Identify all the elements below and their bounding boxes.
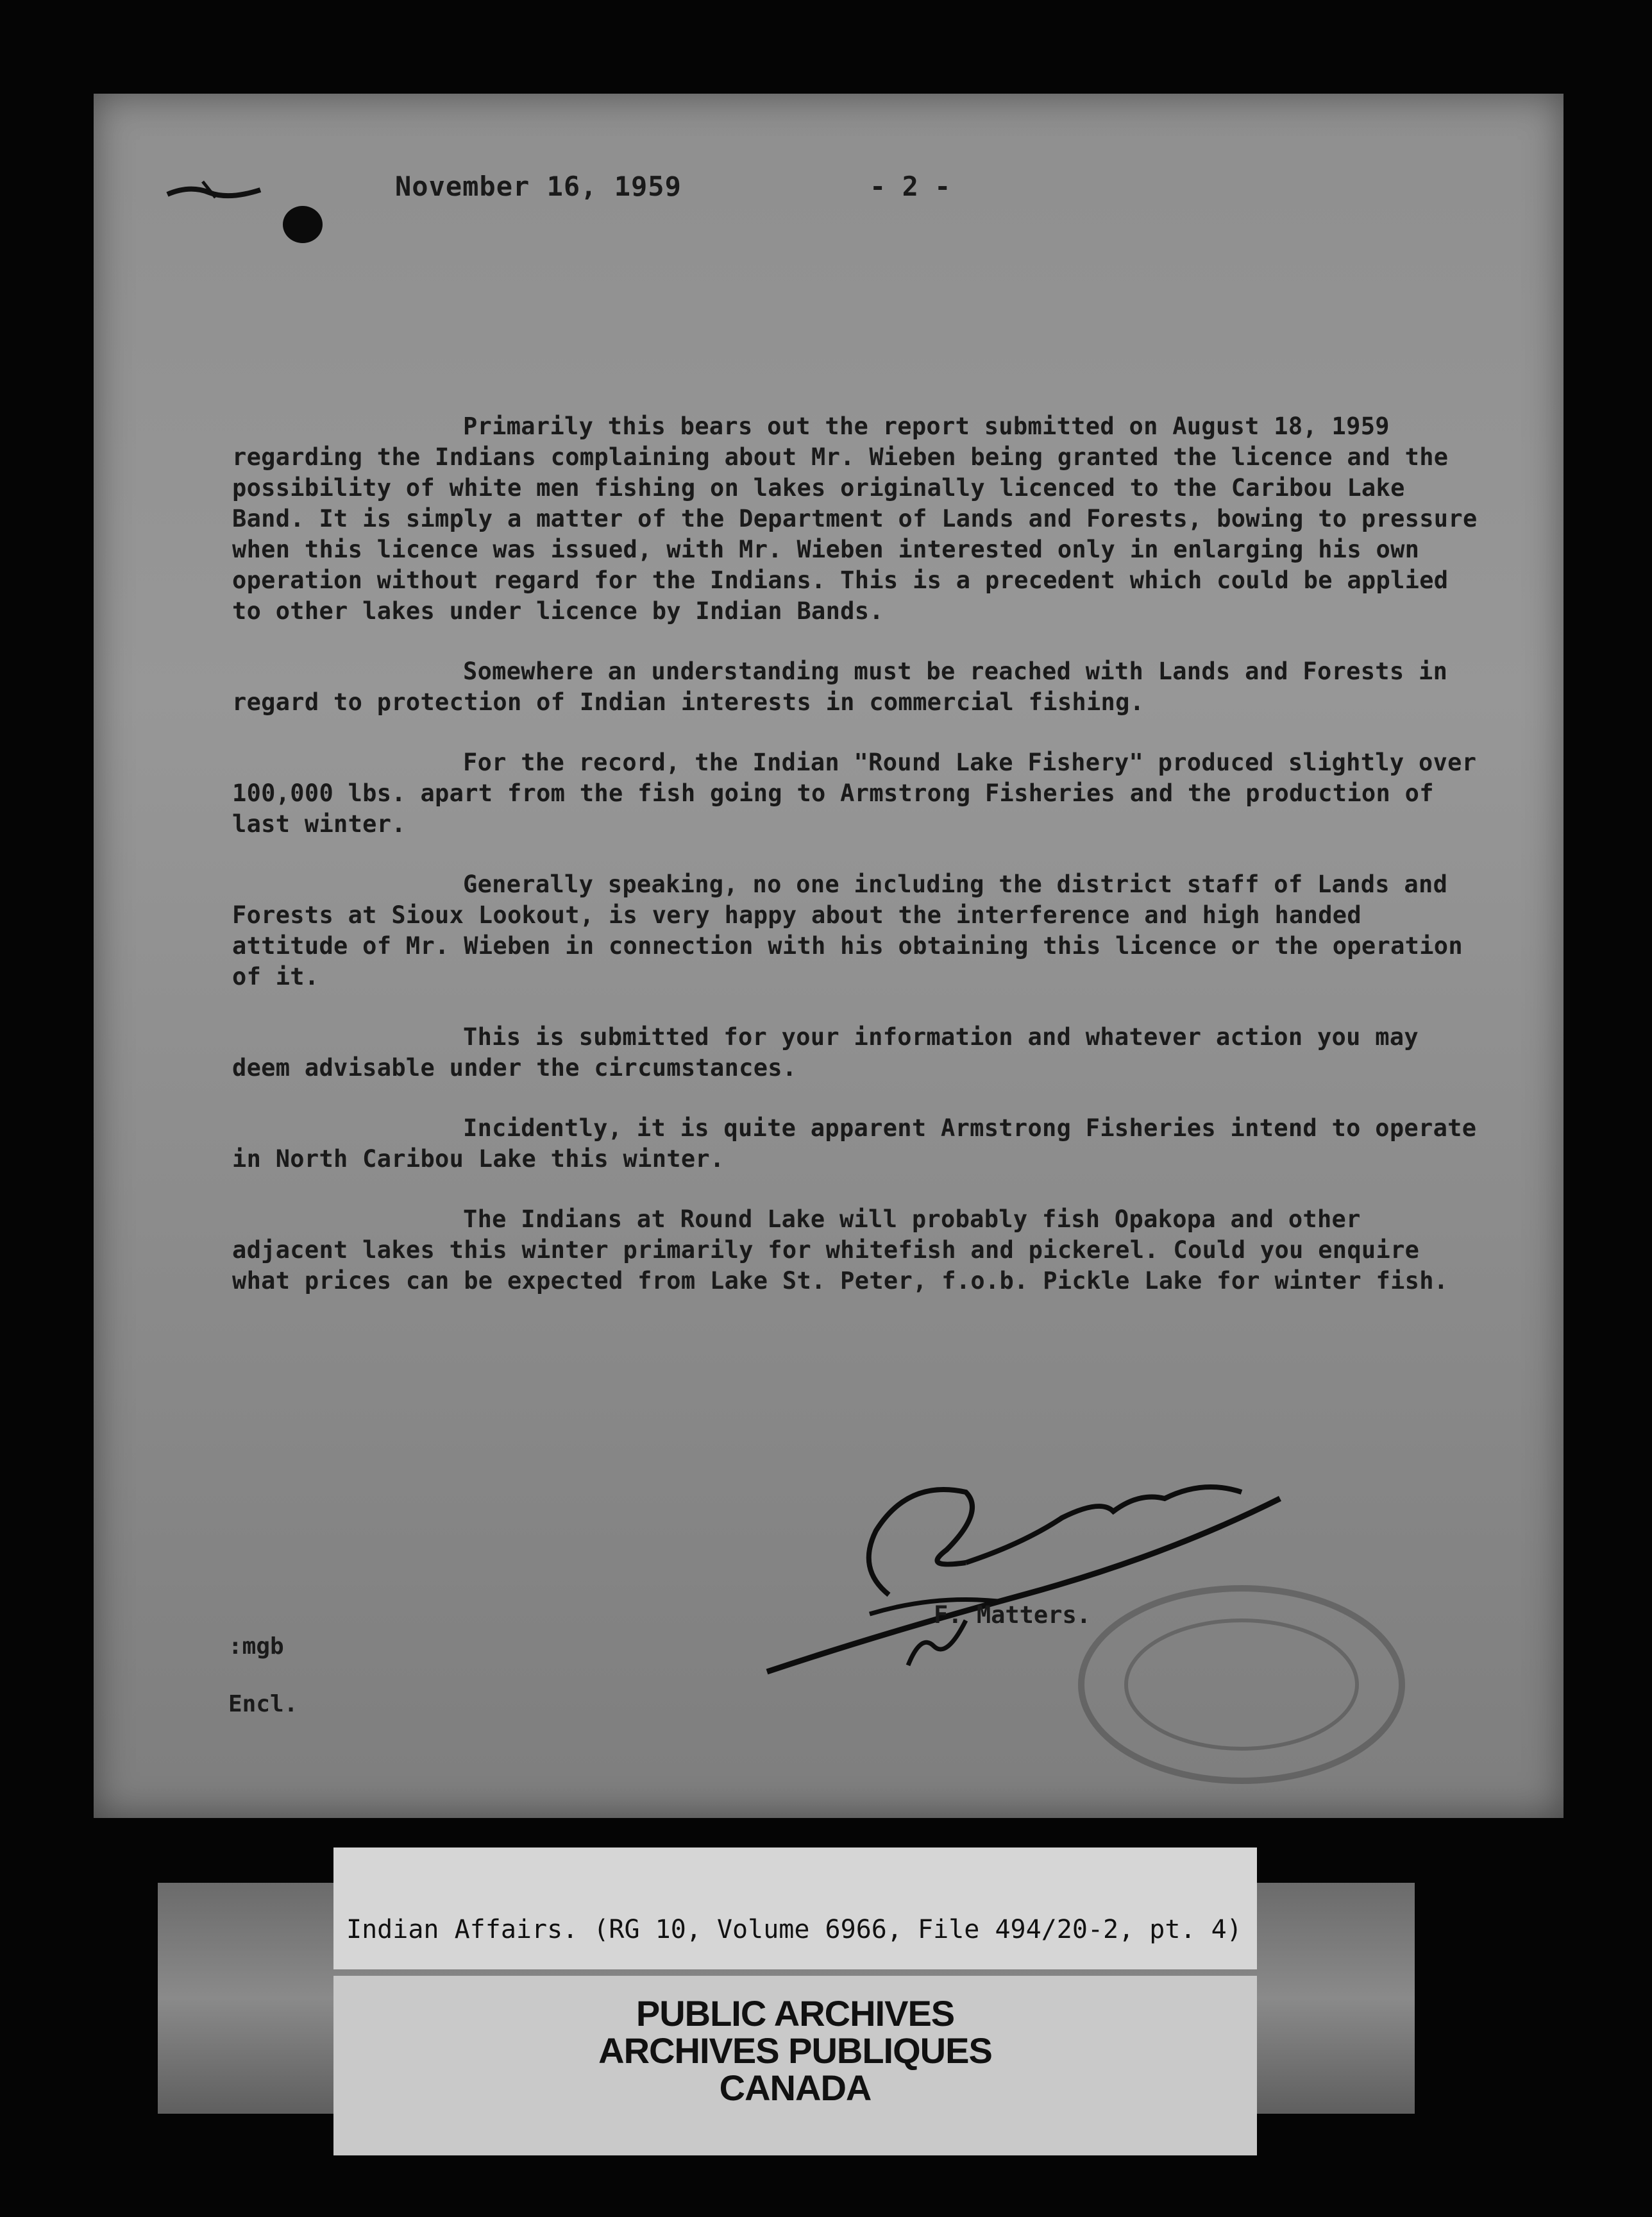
- paragraph: Incidently, it is quite apparent Armstrong Fisheries intend to operate in North Caribou Lake this winter.: [232, 1114, 1477, 1173]
- paragraph: Somewhere an understanding must be reached with Lands and Forests in regard to protection of Indian interests in commercial fishing.: [232, 658, 1448, 716]
- paragraph: Generally speaking, no one including the district staff of Lands and Forests at Sioux Lookout, is very happy about the interference and high handed attitude of Mr. Wieben in connection with his obtaining this licence or the operation of it.: [232, 871, 1463, 990]
- handwritten-mark: [164, 178, 267, 204]
- citation-card: [333, 1848, 1257, 1969]
- page-number: - 2 -: [870, 171, 951, 202]
- handwritten-signature: [754, 1402, 1306, 1697]
- archive-stamp-line-3: CANADA: [719, 2068, 872, 2108]
- paragraph: Primarily this bears out the report submitted on August 18, 1959 regarding the Indians complaining about Mr. Wieben being granted the licence and the possibility of white men fishing on lakes originally licenced to the Caribou Lake Band. It is simply a matter of the Department of Lands and Forests, bowing to pressure when this licence was issued, with Mr. Wieben interested only in enlarging his own operation without regard for the Indians. This is a precedent which could be applied to other lakes under licence by Indian Bands.: [232, 412, 1478, 625]
- letter-date: November 16, 1959: [395, 171, 682, 202]
- letter-body: [232, 411, 1489, 1326]
- paragraph: For the record, the Indian "Round Lake Fishery" produced slightly over 100,000 lbs. apart from the fish going to Armstrong Fisheries and the production of last winter.: [232, 749, 1477, 838]
- typist-initials: :mgb: [228, 1633, 284, 1660]
- signer-name: F. Matters.: [934, 1601, 1092, 1629]
- letter-page: [94, 94, 1564, 1818]
- paragraph: The Indians at Round Lake will probably fish Opakopa and other adjacent lakes this winter primarily for whitefish and pickerel. Could you enquire what prices can be expected from Lake St. Peter, f.o.b. Pickle Lake for winter fish.: [232, 1205, 1449, 1295]
- citation-label: Indian Affairs. (RG 10, Volume 6966, File 494/20-2, pt. 4): [346, 1915, 1242, 1944]
- archive-stamp-line-2: ARCHIVES PUBLIQUES: [598, 2030, 992, 2071]
- archive-stamp-line-1: PUBLIC ARCHIVES: [636, 1993, 955, 2034]
- enclosure-note: Encl.: [228, 1691, 298, 1717]
- punch-hole: [283, 206, 323, 243]
- archive-stamp: [333, 1995, 1257, 2107]
- paragraph: This is submitted for your information and whatever action you may deem advisable under the circumstances.: [232, 1023, 1419, 1082]
